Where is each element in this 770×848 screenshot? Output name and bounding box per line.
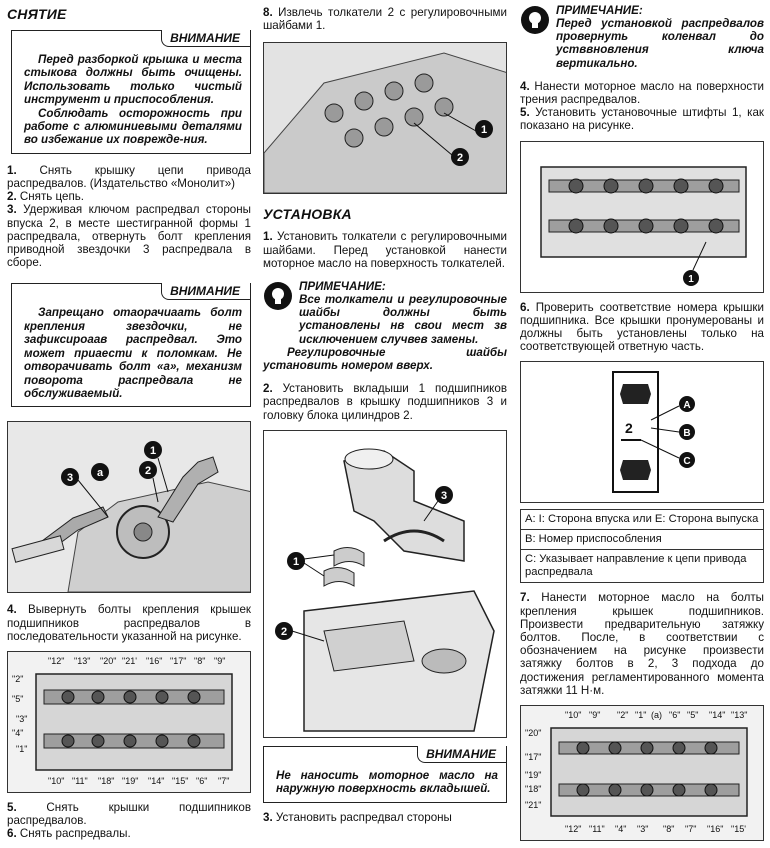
warning-text: Не наносить моторное масло на наружную поверхность вкладышей. (276, 768, 498, 796)
figure-bearing-shells (263, 430, 507, 738)
seq-label: "11" (589, 824, 605, 835)
legend-item-b: B: Номер приспособления (521, 530, 763, 550)
step-6-install: 6. Проверить соответствие номера крышки подшипника. Все крышки пронумерованы и должны быть установлены только на соответствующей ответную часть. (520, 300, 764, 354)
seq-label: "1" (16, 743, 28, 754)
warning-tag: ВНИМАНИЕ (161, 30, 250, 47)
cylinder-head-illustration (8, 652, 251, 792)
callout-3: 3 (66, 472, 74, 485)
step-5: 5. Снять крышки подшипников распредвалов. (7, 800, 251, 828)
warning-text: Запрещано отаорачиаать болт крепления звездочки, не зафиксироаав распредвал. Это может приаести к поломкам. Не отворачивать болт «а», механизм поворота распредвала не обслуживаемый. (24, 306, 242, 400)
callout-b: B (683, 428, 691, 440)
seq-label: "13" (731, 710, 748, 721)
callout-1: 1 (292, 555, 300, 568)
step-2: 2. Снять цепь. (7, 190, 85, 204)
seq-label: "19" (122, 775, 139, 786)
cylinder-head-pins-illustration (521, 142, 764, 292)
seq-label: "4" (12, 727, 24, 738)
figure-removal-sequence (7, 651, 251, 793)
seq-label: "20" (525, 728, 542, 739)
seq-label: "5" (12, 693, 24, 704)
seq-label: "8" (663, 824, 675, 835)
seq-label: "12" (565, 824, 582, 835)
note-title: ПРИМЕЧАНИЕ: (299, 280, 386, 294)
seq-label: "12" (48, 655, 65, 666)
seq-label: "9" (589, 710, 601, 721)
seq-label: "5" (687, 710, 699, 721)
warning-box-oil (263, 746, 507, 803)
callout-a: A (683, 400, 691, 412)
seq-label: "18" (98, 775, 115, 786)
warning-tag: ВНИМАНИЕ (161, 283, 250, 300)
figure-dowel-pins (520, 141, 764, 293)
note-lifters (263, 280, 507, 372)
callout-a: a (96, 467, 104, 480)
seq-label: "6" (669, 710, 681, 721)
seq-label: "15" (172, 775, 189, 786)
seq-label: "10" (565, 710, 582, 721)
lifter-illustration (264, 43, 507, 193)
seq-label: "17" (525, 752, 542, 763)
seq-label: "16" (707, 824, 724, 835)
step-4: 4. Вывернуть болты крепления крышек подшипников распредвалов в последовательности указанной на рисунке. (7, 603, 251, 643)
callout-2: 2 (144, 465, 152, 478)
cap-number: 2 (625, 420, 633, 437)
seq-label: "16" (146, 655, 163, 666)
step-7-install: 7. Нанести моторное масло на болты крепления крышек подшипников. Произвести предварительную затяжку болтов. После, в соответствии с обозначением на рисунке произвести затяжку болтов в 2, 3 подхода до достижения регламентированного момента затяжки 11 Н·м. (520, 591, 764, 697)
warning-text: Перед разборкой крышка и места стыкова должны быть очищены. Использовать только чистый инструмент и приспособления. (24, 53, 242, 107)
step-3: 3. Удерживая ключом распредвал стороны впуска 2, в месте шестигранной формы 1 распредвала, отвернуть болт крепления приводной звездочки 3 распредвала в сборе. (7, 203, 251, 270)
step-1: 1. Снять крышку цепи привода распредвалов. (Издательство «Монолит») (7, 163, 251, 191)
step-3-install: 3. Установить распредвал стороны (263, 810, 452, 824)
seq-label: "17" (170, 655, 187, 666)
figure-legend (520, 509, 764, 583)
legend-item-a: A: I: Сторона впуска или E: Сторона выпуска (521, 510, 763, 530)
step-5-install: 5. Установить установочные штифты 1, как показано на рисунке. (520, 106, 764, 133)
figure-tightening-sequence (520, 705, 764, 841)
step-8: 8. Извлечь толкатели 2 с регулировочными шайбами 1. (263, 6, 507, 33)
note-text: Все толкатели и регулировочные шайбы должны быть установлены нв свои мест зв исключением случвев замены. (299, 293, 507, 346)
sprocket-illustration (8, 422, 251, 592)
seq-label: "20" (100, 655, 117, 666)
legend-item-c: C: Указывает направление к цепи привода распредвала (525, 553, 747, 579)
seq-label: "14" (148, 775, 165, 786)
warning-box-cleaning (11, 30, 251, 154)
seq-label: "18" (525, 784, 542, 795)
seq-label: (a) (651, 710, 662, 721)
step-6: 6. Снять распредвалы. (7, 827, 131, 841)
seq-label: "8" (194, 655, 206, 666)
note-text: Перед установкой распредвалов провернуть коленвал до устввновления ключа вертикально. (556, 17, 764, 70)
callout-1: 1 (149, 445, 157, 458)
seq-label: "11" (72, 775, 88, 786)
column-right (520, 0, 764, 841)
callout-c: C (683, 456, 691, 468)
seq-label: "4" (615, 824, 627, 835)
seq-label: "10" (48, 775, 65, 786)
seq-label: "6" (196, 775, 208, 786)
step-4-install: 4. Нанести моторное масло на поверхности трения распредвалов. (520, 79, 764, 107)
seq-label: "9" (214, 655, 226, 666)
warning-text-2: Соблюдать осторожность при работе с алюминиевыми деталями во избежание их поврежде-ния. (24, 106, 242, 147)
seq-label: "15' (731, 824, 746, 835)
seq-label: "13" (74, 655, 91, 666)
callout-1: 1 (688, 273, 694, 285)
seq-label: "3" (16, 713, 28, 724)
section-heading-installation: УСТАНОВКА (263, 206, 352, 223)
seq-label: "7" (685, 824, 697, 835)
seq-label: "2" (617, 710, 629, 721)
bearing-illustration (264, 431, 507, 737)
callout-2: 2 (280, 625, 288, 638)
seq-label: "2" (12, 673, 24, 684)
seq-label: "3" (637, 824, 649, 835)
step-2-install: 2. Установить вкладыши 1 подшипников распредвалов в крышку подшипников 3 и головку блока цилиндров 2. (263, 382, 507, 422)
bearing-cap-illustration (521, 362, 764, 502)
seq-label: "1" (635, 710, 647, 721)
tightening-sequence-illustration (521, 706, 764, 840)
warning-tag: ВНИМАНИЕ (417, 746, 506, 763)
column-removal (7, 0, 251, 841)
step-1-install: 1. Установить толкатели с регулировочными шайбами. Перед установкой нанести моторное масло на поверхность толкателей. (263, 230, 507, 270)
callout-3: 3 (440, 489, 448, 502)
seq-label: "21' (122, 655, 137, 666)
note-crankshaft (520, 4, 764, 70)
seq-label: "19" (525, 770, 542, 781)
steps-removal-a (7, 164, 251, 270)
column-middle (263, 0, 507, 824)
callout-2: 2 (456, 152, 464, 165)
figure-bearing-cap-marks (520, 361, 764, 503)
seq-label: "21" (525, 800, 542, 811)
note-title: ПРИМЕЧАНИЕ: (556, 4, 643, 17)
callout-1: 1 (480, 124, 488, 137)
seq-label: "14" (709, 710, 726, 721)
section-heading-removal: СНЯТИЕ (7, 6, 67, 22)
note-text-2: Регулировочные шайбы установить номером вверх. (263, 345, 507, 373)
seq-label: "7" (218, 775, 230, 786)
lightbulb-icon (520, 5, 550, 35)
warning-box-bolt (11, 283, 251, 407)
figure-lifters (263, 42, 507, 194)
lightbulb-icon (263, 281, 293, 311)
figure-sprocket-bolt (7, 421, 251, 593)
